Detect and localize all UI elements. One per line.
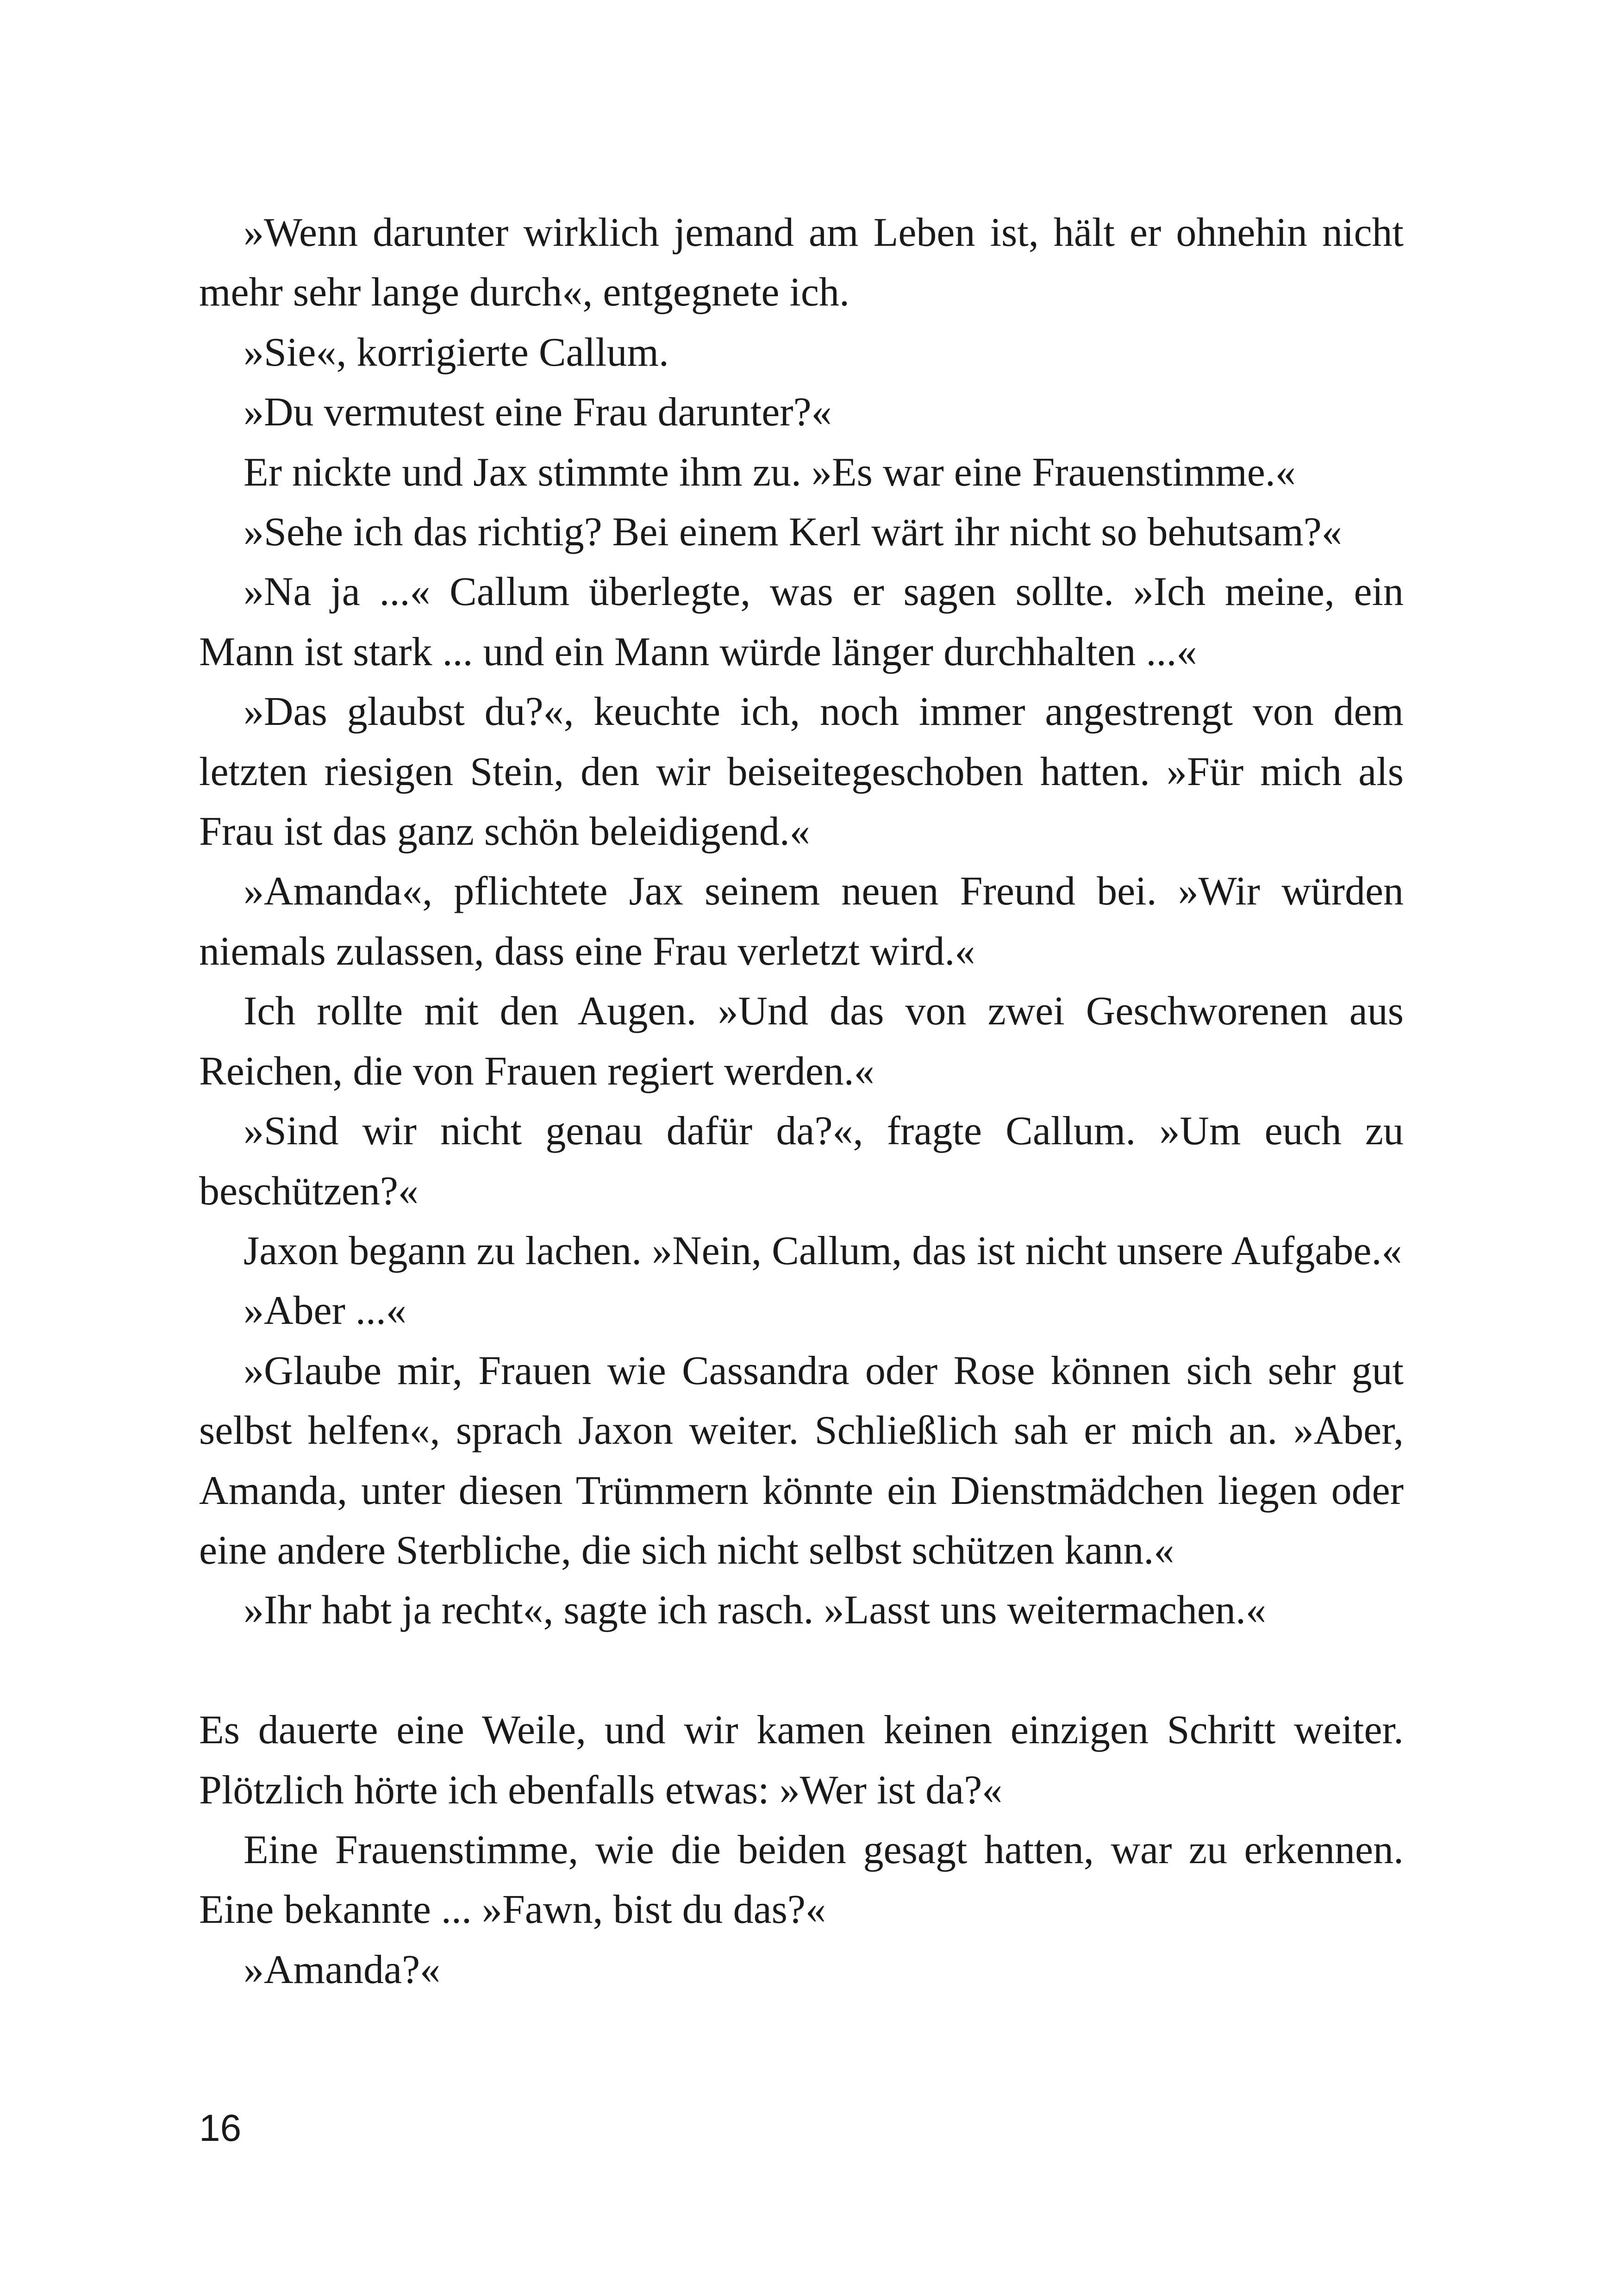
paragraph: »Sehe ich das richtig? Bei einem Kerl wärt ihr nicht so behutsam?« <box>244 510 1342 555</box>
paragraph: Jaxon begann zu lachen. »Nein, Callum, das ist nicht unsere Aufgabe.« <box>244 1228 1402 1273</box>
page-number: 16 <box>199 2107 242 2149</box>
paragraph: »Das glaubst du?«, keuchte ich, noch immer angestrengt von dem letzten riesigen Stein, den wir beiseitegeschoben hatten. »Für mich als Frau ist das ganz schön beleidigend.« <box>199 689 1404 854</box>
paragraph: »Sind wir nicht genau dafür da?«, fragte Callum. »Um euch zu beschützen?« <box>199 1109 1404 1214</box>
paragraph: Es dauerte eine Weile, und wir kamen keinen einzigen Schritt weiter. Plötzlich hörte ich ebenfalls etwas: »Wer ist da?« <box>199 1708 1404 1813</box>
paragraph: »Du vermutest eine Frau darunter?« <box>244 390 832 435</box>
paragraph: Er nickte und Jax stimmte ihm zu. »Es war eine Frauenstimme.« <box>244 449 1296 495</box>
paragraph: »Wenn darunter wirklich jemand am Leben ist, hält er ohnehin nicht mehr sehr lange durch«, entgegnete ich. <box>199 210 1404 315</box>
paragraph: Eine Frauenstimme, wie die beiden gesagt hatten, war zu erkennen. Eine bekannte ... »Fawn, bist du das?« <box>199 1827 1404 1933</box>
paragraph: »Ihr habt ja recht«, sagte ich rasch. »Lasst uns weitermachen.« <box>244 1588 1266 1633</box>
paragraph: »Aber ...« <box>244 1288 406 1334</box>
paragraph: »Sie«, korrigierte Callum. <box>244 330 669 375</box>
body-text <box>199 203 1404 2000</box>
paragraph: »Amanda«, pflichtete Jax seinem neuen Freund bei. »Wir würden niemals zulassen, dass eine Frau verletzt wird.« <box>199 869 1404 974</box>
scene-break <box>199 1640 1404 1700</box>
paragraph: Ich rollte mit den Augen. »Und das von zwei Geschworenen aus Reichen, die von Frauen regiert werden.« <box>199 989 1404 1094</box>
paragraph: »Amanda?« <box>244 1947 441 1992</box>
paragraph: »Glaube mir, Frauen wie Cassandra oder Rose können sich sehr gut selbst helfen«, sprach Jaxon weiter. Schließlich sah er mich an. »Aber, Amanda, unter diesen Trümmern könnte ein Dienstmädchen liegen oder eine andere Sterbliche, die sich nicht selbst schützen kann.« <box>199 1348 1404 1573</box>
paragraph: »Na ja ...« Callum überlegte, was er sagen sollte. »Ich meine, ein Mann ist stark ... und ein Mann würde länger durchhalten ...« <box>199 569 1404 674</box>
